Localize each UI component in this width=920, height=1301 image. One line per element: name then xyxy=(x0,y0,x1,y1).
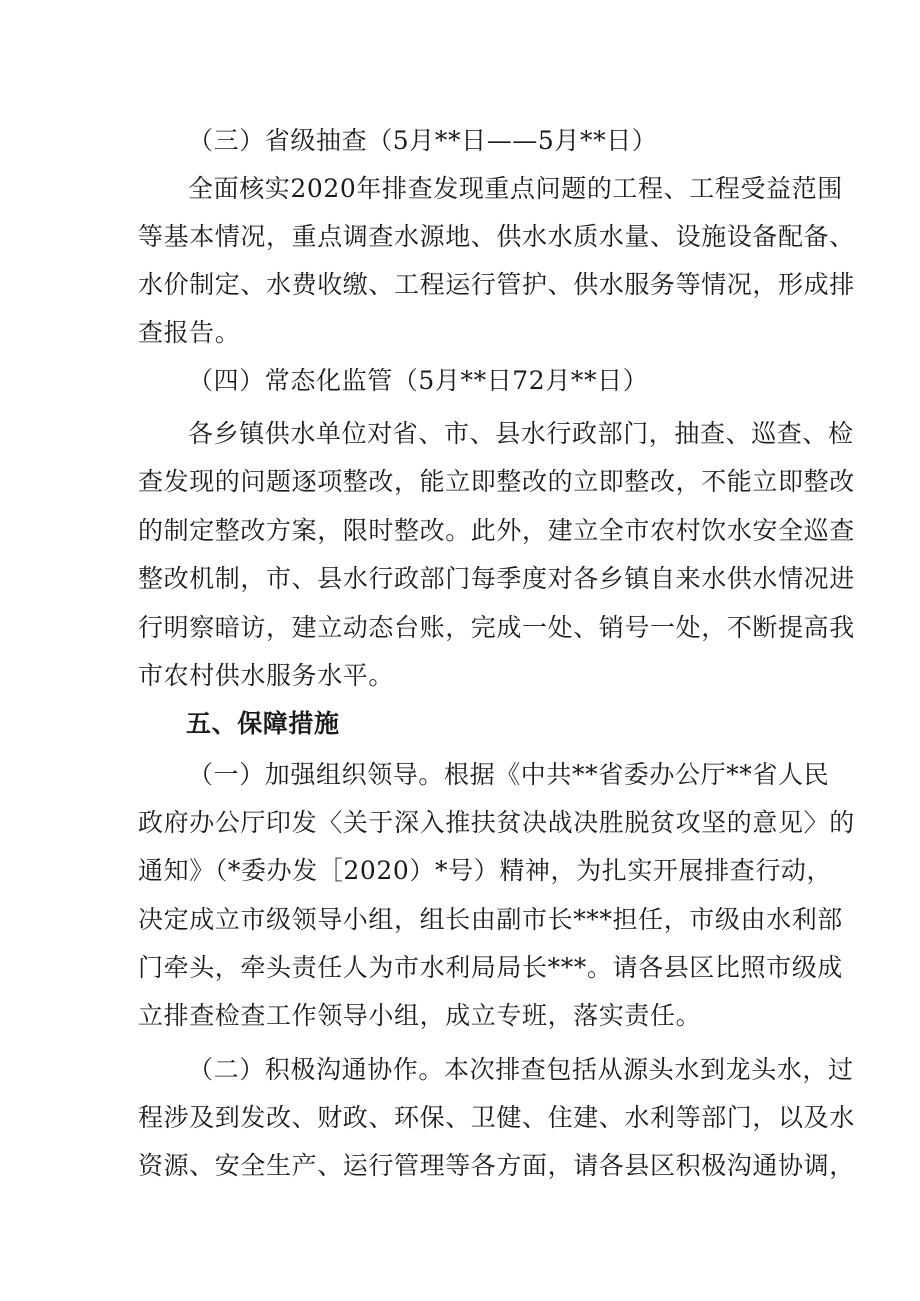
paragraph-line: 水价制定、水费收缴、工程运行管护、供水服务等情况，形成排 xyxy=(138,270,855,299)
paragraph-line: 市农村供水服务水平。 xyxy=(138,661,395,690)
paragraph-line: （一）加强组织领导。根据《中共**省委办公厅**省人民 xyxy=(188,760,830,789)
paragraph-line: 查发现的问题逐项整改，能立即整改的立即整改，不能立即整改 xyxy=(138,467,855,496)
paragraph-line: 各乡镇供水单位对省、市、县水行政部门，抽查、巡查、检 xyxy=(188,419,854,448)
paragraph-line: 资源、安全生产、运行管理等各方面，请各县区积极沟通协调， xyxy=(138,1151,855,1180)
paragraph-line: 等基本情况，重点调查水源地、供水水质水量、设施设备配备、 xyxy=(138,222,855,251)
paragraph-line: 通知》（*委办发［2020）*号）精神，为扎实开展排查行动， xyxy=(138,856,833,885)
paragraph-line: 立排查检查工作领导小组，成立专班，落实责任。 xyxy=(138,1001,702,1030)
subheading-provincial-spot-check: （三）省级抽查（5月**日——5月**日） xyxy=(188,126,658,155)
paragraph-line: 整改机制，市、县水行政部门每季度对各乡镇自来水供水情况进 xyxy=(138,564,855,593)
paragraph-line: 决定成立市级领导小组，组长由副市长***担任，市级由水利部 xyxy=(138,905,843,934)
paragraph-line: 门牵头，牵头责任人为市水利局局长***。请各县区比照市级成 xyxy=(138,953,843,982)
section-heading-safeguards: 五、保障措施 xyxy=(186,709,340,738)
paragraph-line: 全面核实2020年排查发现重点问题的工程、工程受益范围 xyxy=(188,174,843,203)
paragraph-line: 的制定整改方案，限时整改。此外，建立全市农村饮水安全巡查 xyxy=(138,516,855,545)
paragraph-line: 行明察暗访，建立动态台账，完成一处、销号一处，不断提高我 xyxy=(138,613,855,642)
paragraph-line: 查报告。 xyxy=(138,318,241,347)
subheading-regular-supervision: （四）常态化监管（5月**日72月**日） xyxy=(188,366,649,395)
paragraph-line: 政府办公厅印发〈关于深入推扶贫决战决胜脱贫攻坚的意见〉的 xyxy=(138,808,855,837)
paragraph-line: 程涉及到发改、财政、环保、卫健、住建、水利等部门，以及水 xyxy=(138,1103,855,1132)
paragraph-line: （二）积极沟通协作。本次排查包括从源头水到龙头水，过 xyxy=(188,1055,854,1084)
